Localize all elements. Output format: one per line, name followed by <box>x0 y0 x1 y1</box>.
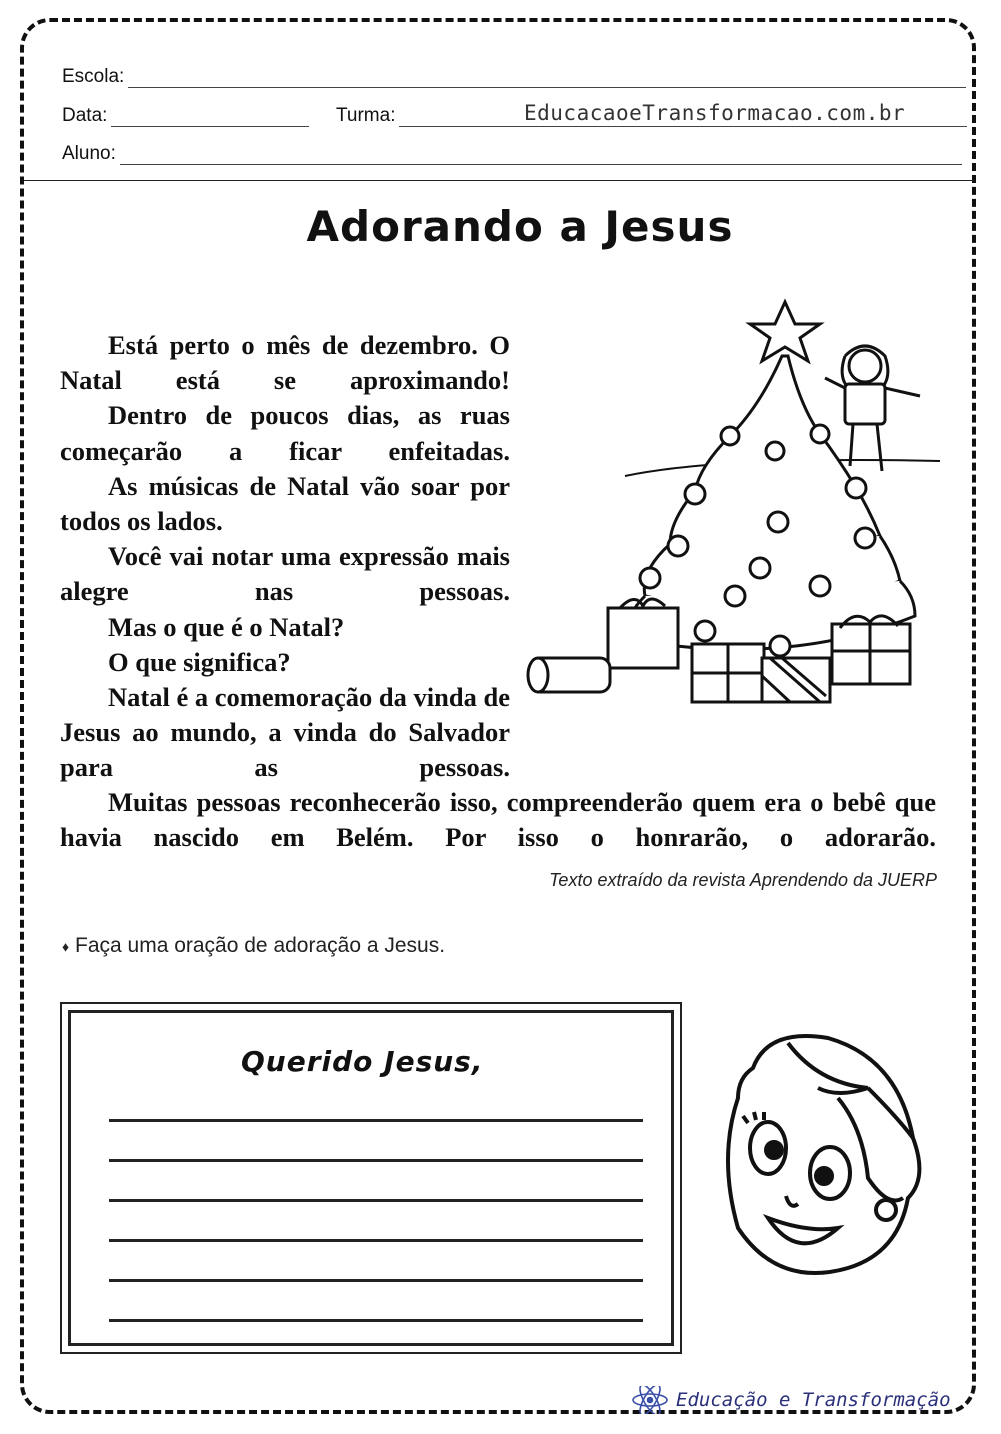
paragraph-1: Está perto o mês de dezembro. O Natal está se aproximando! <box>60 330 510 396</box>
source-credit: Texto extraído da revista Aprendendo da JUERP <box>549 870 937 890</box>
paragraph-3: As músicas de Natal vão soar por todos os lados. <box>60 470 510 537</box>
writing-line[interactable] <box>109 1199 643 1202</box>
writing-line[interactable] <box>109 1239 643 1242</box>
school-line <box>128 69 966 88</box>
student-line <box>120 146 962 165</box>
writing-line[interactable] <box>109 1319 643 1322</box>
smiling-girl-illustration <box>698 1028 928 1298</box>
class-label: Turma: <box>336 105 396 126</box>
instruction <box>62 934 445 958</box>
letter-box-inner <box>68 1010 674 1346</box>
paragraph-4: Você vai notar uma expressão mais alegre nas pessoas. <box>60 541 510 607</box>
school-field[interactable] <box>62 66 966 88</box>
site-url: EducacaoeTransformacao.com.br <box>524 101 906 125</box>
writing-line[interactable] <box>109 1279 643 1282</box>
letter-box[interactable] <box>60 1002 682 1354</box>
story-text-continued <box>60 785 936 855</box>
writing-line[interactable] <box>109 1159 643 1162</box>
instruction-text: Faça uma oração de adoração a Jesus. <box>75 934 446 957</box>
atom-logo-icon <box>630 1386 670 1414</box>
date-label: Data: <box>62 105 108 126</box>
paragraph-5: Mas o que é o Natal? <box>108 611 345 642</box>
letter-greeting: Querido Jesus, <box>241 1045 484 1078</box>
student-field[interactable] <box>62 143 962 165</box>
paragraph-2: Dentro de poucos dias, as ruas começarão a ficar enfeitadas. <box>60 400 510 466</box>
bullet-icon: ♦ <box>62 938 70 955</box>
paragraph-7: Natal é a comemoração da vinda de Jesus ao mundo, a vinda do Salvador para as pessoas. <box>60 682 510 783</box>
date-line <box>111 108 309 127</box>
story-text <box>60 328 510 786</box>
footer-brand-text: Educação e Transformação <box>676 1389 951 1411</box>
page-title: Adorando a Jesus <box>306 202 734 251</box>
paragraph-8: Muitas pessoas reconhecerão isso, compreenderão quem era o bebê que havia nascido em Belém. Por isso o honrarão, o adorarão. <box>60 787 936 853</box>
header-separator <box>24 180 974 181</box>
writing-line[interactable] <box>109 1119 643 1122</box>
school-label: Escola: <box>62 66 125 87</box>
christmas-tree-illustration <box>520 296 940 716</box>
date-field[interactable] <box>62 105 309 127</box>
student-label: Aluno: <box>62 143 116 164</box>
footer-brand <box>630 1386 951 1414</box>
paragraph-6: O que significa? <box>108 646 291 677</box>
